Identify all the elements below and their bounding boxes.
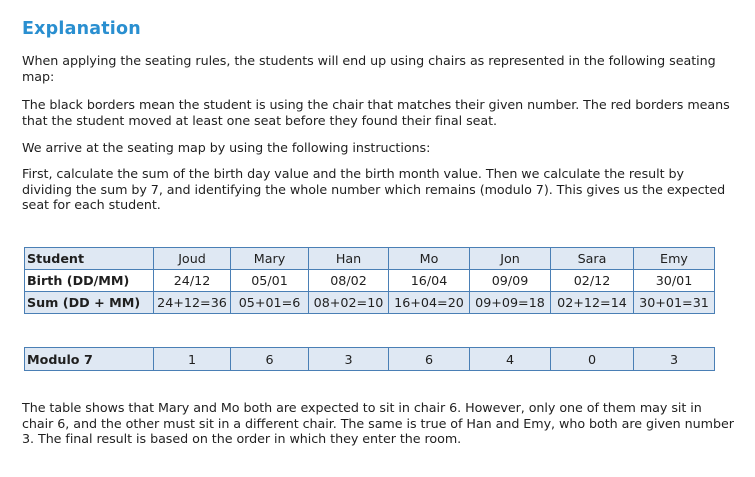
modulo-row — [25, 348, 715, 371]
modulo-cell: 0 — [551, 348, 634, 371]
instructions-paragraph: First, calculate the sum of the birth day value and the birth month value. Then we calculate the result by dividing the sum by 7, and identifying the whole number which remains (modulo 7). This gives us the expected seat for each student. — [22, 166, 726, 212]
sum-cell: 09+09=18 — [470, 292, 551, 314]
birth-row — [25, 270, 715, 292]
modulo-cell: 6 — [389, 348, 470, 371]
sum-row — [25, 292, 715, 314]
sum-cell: 30+01=31 — [634, 292, 715, 314]
sum-cell: 24+12=36 — [154, 292, 231, 314]
student-row — [25, 248, 715, 270]
sum-cell: 02+12=14 — [551, 292, 634, 314]
student-cell: Mary — [231, 248, 309, 270]
student-cell: Joud — [154, 248, 231, 270]
birth-header: Birth (DD/MM) — [25, 270, 154, 292]
instructions-intro-paragraph: We arrive at the seating map by using the following instructions: — [22, 140, 431, 155]
sum-cell: 16+04=20 — [389, 292, 470, 314]
student-header: Student — [25, 248, 154, 270]
student-cell: Jon — [470, 248, 551, 270]
student-cell: Emy — [634, 248, 715, 270]
section-heading: Explanation — [22, 19, 141, 39]
modulo-cell: 3 — [634, 348, 715, 371]
birth-cell: 08/02 — [309, 270, 389, 292]
student-cell: Mo — [389, 248, 470, 270]
conclusion-paragraph: The table shows that Mary and Mo both are expected to sit in chair 6. However, only one of them may sit in chair 6, and the other must sit in a different chair. The same is true of Han and Emy, who both are given number 3. The final result is based on the order in which they enter the room. — [22, 400, 734, 446]
modulo-header: Modulo 7 — [25, 348, 154, 371]
borders-paragraph: The black borders mean the student is using the chair that matches their given number. The red borders means that the student moved at least one seat before they found their final seat. — [22, 97, 730, 128]
sum-header: Sum (DD + MM) — [25, 292, 154, 314]
birthday-table — [24, 247, 715, 314]
birth-cell: 09/09 — [470, 270, 551, 292]
modulo-table — [24, 347, 715, 371]
student-cell: Sara — [551, 248, 634, 270]
sum-cell: 08+02=10 — [309, 292, 389, 314]
birth-cell: 24/12 — [154, 270, 231, 292]
modulo-cell: 6 — [231, 348, 309, 371]
modulo-cell: 1 — [154, 348, 231, 371]
birth-cell: 05/01 — [231, 270, 309, 292]
modulo-cell: 3 — [309, 348, 389, 371]
student-cell: Han — [309, 248, 389, 270]
birth-cell: 30/01 — [634, 270, 715, 292]
birth-cell: 16/04 — [389, 270, 470, 292]
birth-cell: 02/12 — [551, 270, 634, 292]
sum-cell: 05+01=6 — [231, 292, 309, 314]
modulo-cell: 4 — [470, 348, 551, 371]
intro-paragraph: When applying the seating rules, the students will end up using chairs as represented in the following seating map: — [22, 53, 716, 84]
